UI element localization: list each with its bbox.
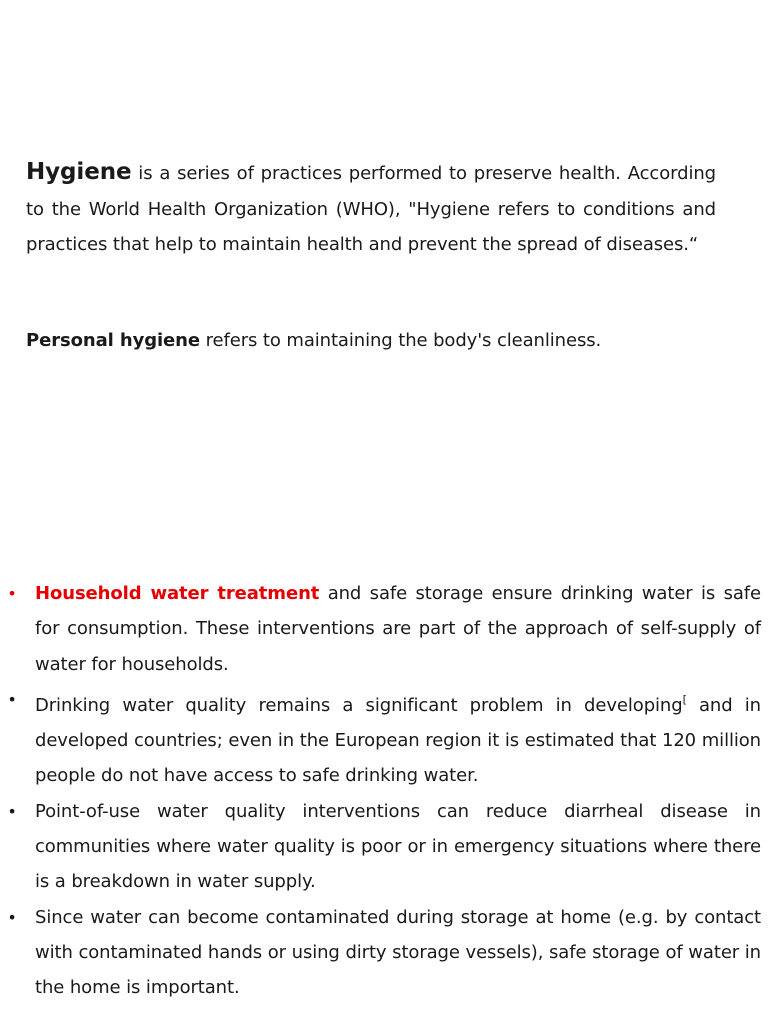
personal-hygiene-text: refers to maintaining the body's cleanliness. <box>200 330 602 351</box>
bullet-text: Since water can become contaminated during storage at home (e.g. by contact with contaminated hands or using dirty storage vessels), safe storage of water in the home is important. <box>35 906 761 999</box>
bullet-text: and safe storage ensure drinking water is safe for consumption. These interventions are part of the approach of self-supply of water for households. <box>35 583 761 675</box>
personal-hygiene-paragraph <box>26 323 726 359</box>
hygiene-definition-text: is a series of practices performed to preserve health. According to the World Health Organization (WHO), "Hygiene refers to conditions and practices that help to maintain health and prevent the spread of diseases.“ <box>26 163 716 255</box>
bullet-item-safe-storage <box>0 900 768 1006</box>
bullet-text: Drinking water quality remains a significant problem in developing <box>35 694 683 716</box>
hygiene-definition-paragraph <box>26 155 716 263</box>
bullet-marker: • <box>7 689 17 709</box>
bullet-marker: • <box>7 907 17 927</box>
bullet-marker: • <box>7 584 17 603</box>
bullet-item-drinking-water-quality <box>0 682 768 794</box>
bullet-item-point-of-use <box>0 794 768 900</box>
hygiene-term: Hygiene <box>26 159 132 185</box>
water-treatment-bullet-list <box>0 576 768 1006</box>
bullet-item-household-water-treatment <box>0 576 768 682</box>
bullet-text: and in developed countries; even in the European region it is estimated that 120 million people do not have access to safe drinking water. <box>35 694 761 787</box>
bullet-text: Point-of-use water quality interventions can reduce diarrheal disease in communities where water quality is poor or in emergency situations where there is a breakdown in water supply. <box>35 800 761 893</box>
citation-bracket: [ <box>682 692 687 706</box>
personal-hygiene-term: Personal hygiene <box>26 330 200 351</box>
household-water-treatment-term: Household water treatment <box>35 583 320 604</box>
bullet-marker: • <box>7 801 17 821</box>
